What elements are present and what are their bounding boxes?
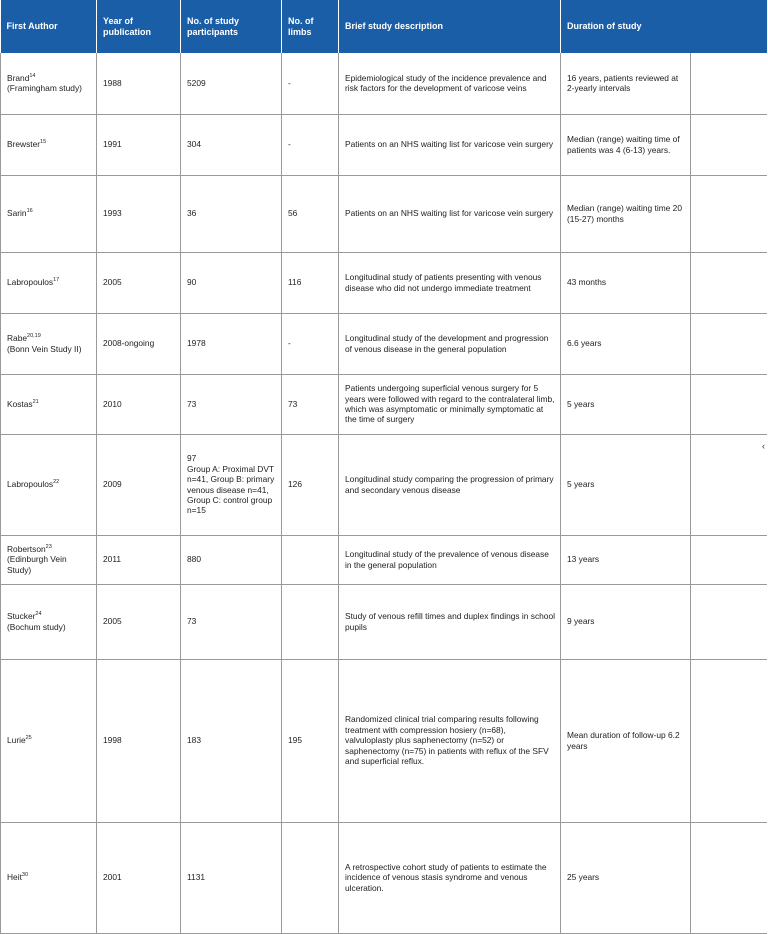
cell-description xyxy=(339,374,561,434)
duration-value: Median (range) waiting time of patients was 4 (6-13) years. xyxy=(567,134,680,155)
participants-value: 73 xyxy=(187,616,197,627)
cell-description xyxy=(339,659,561,822)
author-name: Labropoulos xyxy=(7,277,54,288)
duration-value: 5 years xyxy=(567,398,595,409)
cell-description xyxy=(339,535,561,584)
cell-duration xyxy=(561,535,691,584)
participants-value: 5209 xyxy=(187,78,206,89)
table-row xyxy=(1,535,767,584)
cell-description xyxy=(339,313,561,374)
year-value: 1988 xyxy=(103,78,122,89)
cell-limbs xyxy=(282,822,339,933)
year-value: 1993 xyxy=(103,208,122,219)
author-ref: 17 xyxy=(53,277,60,284)
cell-author xyxy=(1,822,97,933)
year-value: 2005 xyxy=(103,277,122,288)
author-note: (Bochum study) xyxy=(7,621,66,632)
cell-year xyxy=(97,313,181,374)
year-value: 1998 xyxy=(103,735,122,746)
cell-duration xyxy=(561,822,691,933)
cell-author xyxy=(1,535,97,584)
author-name: Kostas xyxy=(7,398,33,409)
limbs-value: - xyxy=(288,338,291,349)
cell-description xyxy=(339,434,561,535)
cell-duration xyxy=(561,53,691,114)
duration-value: 9 years xyxy=(567,616,595,627)
cell-participants xyxy=(181,822,282,933)
cell-description xyxy=(339,175,561,252)
table-row xyxy=(1,374,767,434)
table-row xyxy=(1,434,767,535)
cell-participants xyxy=(181,535,282,584)
cell-author xyxy=(1,53,97,114)
cell-limbs xyxy=(282,584,339,659)
description-value: Longitudinal study of patients presenting with venous disease who did not undergo immediate treatment xyxy=(345,272,542,293)
limbs-value: 56 xyxy=(288,208,298,219)
header-duration: Duration of study xyxy=(561,0,767,53)
cell-duration xyxy=(561,434,691,535)
limbs-value: 73 xyxy=(288,398,298,409)
participants-value: 880 xyxy=(187,554,201,565)
table-row xyxy=(1,53,767,114)
duration-value: 43 months xyxy=(567,277,607,288)
author-ref: 25 xyxy=(25,735,32,742)
duration-value: 25 years xyxy=(567,872,600,883)
limbs-value: - xyxy=(288,139,291,150)
cell-limbs xyxy=(282,374,339,434)
table-row xyxy=(1,822,767,933)
author-note: (Bonn Vein Study II) xyxy=(7,343,82,354)
cell-spacer xyxy=(691,53,767,114)
cell-participants xyxy=(181,659,282,822)
cell-spacer xyxy=(691,175,767,252)
cell-year xyxy=(97,434,181,535)
header-row xyxy=(1,0,767,53)
description-value: Longitudinal study of the development and progression of venous disease in the general population xyxy=(345,333,549,354)
author-ref: 20,19 xyxy=(27,333,41,340)
table-row xyxy=(1,175,767,252)
author-name: Rabe xyxy=(7,333,28,344)
author-ref: 14 xyxy=(29,73,36,80)
cell-spacer xyxy=(691,313,767,374)
cell-duration xyxy=(561,374,691,434)
cell-year xyxy=(97,659,181,822)
cell-duration xyxy=(561,175,691,252)
description-value: Patients on an NHS waiting list for varicose vein surgery xyxy=(345,208,554,219)
author-ref: 22 xyxy=(53,479,60,486)
author-name: Robertson xyxy=(7,543,46,554)
description-value: A retrospective cohort study of patients to estimate the incidence of venous stasis syndrome and venous ulceration. xyxy=(345,861,547,893)
cell-year xyxy=(97,114,181,175)
participants-group-detail: Group A: Proximal DVT n=41, Group B: primary venous disease n=41, xyxy=(187,463,275,495)
duration-value: 16 years, patients reviewed at 2-yearly intervals xyxy=(567,72,679,94)
cell-description xyxy=(339,53,561,114)
year-value: 2009 xyxy=(103,479,122,490)
cell-description xyxy=(339,252,561,313)
cell-participants xyxy=(181,252,282,313)
cell-spacer xyxy=(691,114,767,175)
author-ref: 30 xyxy=(21,872,29,879)
description-value: Longitudinal study of the prevalence of venous disease in the general population xyxy=(345,549,549,570)
cell-limbs xyxy=(282,659,339,822)
duration-value: Mean duration of follow-up 6.2 years xyxy=(567,730,680,751)
cell-limbs xyxy=(282,53,339,114)
author-name: Brewster xyxy=(7,139,41,150)
author-name: Lurie xyxy=(7,735,26,746)
header-author: First Author xyxy=(1,0,97,53)
description-value: Patients on an NHS waiting list for varicose vein surgery xyxy=(345,139,554,150)
cell-limbs xyxy=(282,313,339,374)
author-name: Stucker xyxy=(7,611,36,622)
cell-author xyxy=(1,252,97,313)
author-ref: 23 xyxy=(45,544,52,551)
cell-description xyxy=(339,114,561,175)
cell-limbs xyxy=(282,114,339,175)
cell-spacer xyxy=(691,374,767,434)
duration-value: Median (range) waiting time 20 (15-27) months xyxy=(567,203,682,224)
year-value: 1991 xyxy=(103,139,122,150)
author-ref: 24 xyxy=(35,611,42,618)
table-row xyxy=(1,114,767,175)
cell-spacer xyxy=(691,434,767,535)
cell-participants xyxy=(181,434,282,535)
participants-value: 90 xyxy=(187,277,197,288)
edge-arrow-icon: ‹ xyxy=(762,441,765,451)
limbs-value: 126 xyxy=(288,479,302,490)
year-value: 2001 xyxy=(103,872,122,883)
cell-spacer xyxy=(691,822,767,933)
description-value: Epidemiological study of the incidence prevalence and risk factors for the development of varicose veins xyxy=(345,72,547,94)
cell-spacer xyxy=(691,535,767,584)
header-participants: No. of study participants xyxy=(181,0,282,53)
header-description: Brief study description xyxy=(339,0,561,53)
cell-limbs xyxy=(282,252,339,313)
table-body xyxy=(1,53,767,933)
cell-author xyxy=(1,114,97,175)
cell-year xyxy=(97,374,181,434)
limbs-value: 116 xyxy=(288,277,302,288)
cell-author xyxy=(1,313,97,374)
author-name: Heit xyxy=(7,872,22,883)
cell-author xyxy=(1,434,97,535)
cell-participants xyxy=(181,175,282,252)
cell-duration xyxy=(561,313,691,374)
participants-group-detail: Group C: control group n=15 xyxy=(187,494,273,516)
cell-year xyxy=(97,175,181,252)
header-limbs: No. of limbs xyxy=(282,0,339,53)
table-row xyxy=(1,584,767,659)
cell-author xyxy=(1,659,97,822)
cell-duration xyxy=(561,584,691,659)
cell-limbs xyxy=(282,434,339,535)
author-note: (Framingham study) xyxy=(7,83,82,94)
table-row xyxy=(1,252,767,313)
author-ref: 15 xyxy=(40,139,47,146)
cell-participants xyxy=(181,313,282,374)
duration-value: 5 years xyxy=(567,479,595,490)
cell-description xyxy=(339,822,561,933)
duration-value: 6.6 years xyxy=(567,338,602,349)
author-name: Sarin xyxy=(7,208,27,219)
author-ref: 21 xyxy=(32,399,39,405)
participants-value: 36 xyxy=(187,208,197,219)
cell-year xyxy=(97,53,181,114)
author-name: Labropoulos xyxy=(7,479,54,490)
cell-year xyxy=(97,535,181,584)
description-value: Patients undergoing superficial venous surgery for 5 years were followed with regard to the contralateral limb, which was asymptomatic or minimally symptomatic at the time of surgery xyxy=(345,383,555,425)
limbs-value: - xyxy=(288,78,291,89)
cell-author xyxy=(1,584,97,659)
cell-year xyxy=(97,584,181,659)
cell-description xyxy=(339,584,561,659)
author-note: (Edinburgh Vein Study) xyxy=(7,554,67,575)
cell-spacer xyxy=(691,252,767,313)
participants-value: 304 xyxy=(187,139,201,150)
cell-duration xyxy=(561,252,691,313)
author-name: Brand xyxy=(7,72,30,83)
table-row xyxy=(1,313,767,374)
participants-value: 1978 xyxy=(187,338,206,349)
cell-participants xyxy=(181,53,282,114)
participants-value: 73 xyxy=(187,398,197,409)
limbs-value: 195 xyxy=(288,735,302,746)
cell-spacer xyxy=(691,659,767,822)
participants-value: 1131 xyxy=(187,872,206,883)
cell-author xyxy=(1,374,97,434)
cell-participants xyxy=(181,114,282,175)
year-value: 2005 xyxy=(103,616,122,627)
header-year: Year of publication xyxy=(97,0,181,53)
description-value: Randomized clinical trial comparing results following treatment with compression hosiery (n=68), valvuloplasty plus saphenectomy (n=52) or saphenectomy (n=75) in patients with reflux of the SFV and superficial reflux. xyxy=(345,714,549,767)
year-value: 2010 xyxy=(103,398,122,409)
participants-value: 183 xyxy=(187,735,201,746)
cell-limbs xyxy=(282,535,339,584)
author-ref: 16 xyxy=(26,208,33,215)
cell-limbs xyxy=(282,175,339,252)
cell-participants xyxy=(181,584,282,659)
year-value: 2011 xyxy=(103,554,122,565)
description-value: Longitudinal study comparing the progression of primary and secondary venous disease xyxy=(345,474,554,495)
cell-spacer xyxy=(691,584,767,659)
cell-participants xyxy=(181,374,282,434)
duration-value: 13 years xyxy=(567,554,600,565)
cell-duration xyxy=(561,114,691,175)
cell-year xyxy=(97,822,181,933)
cell-year xyxy=(97,252,181,313)
table-row xyxy=(1,659,767,822)
cell-author xyxy=(1,175,97,252)
year-value: 2008-ongoing xyxy=(103,338,155,349)
cell-duration xyxy=(561,659,691,822)
participants-value: 97 xyxy=(187,453,197,464)
description-value: Study of venous refill times and duplex findings in school pupils xyxy=(345,611,555,632)
